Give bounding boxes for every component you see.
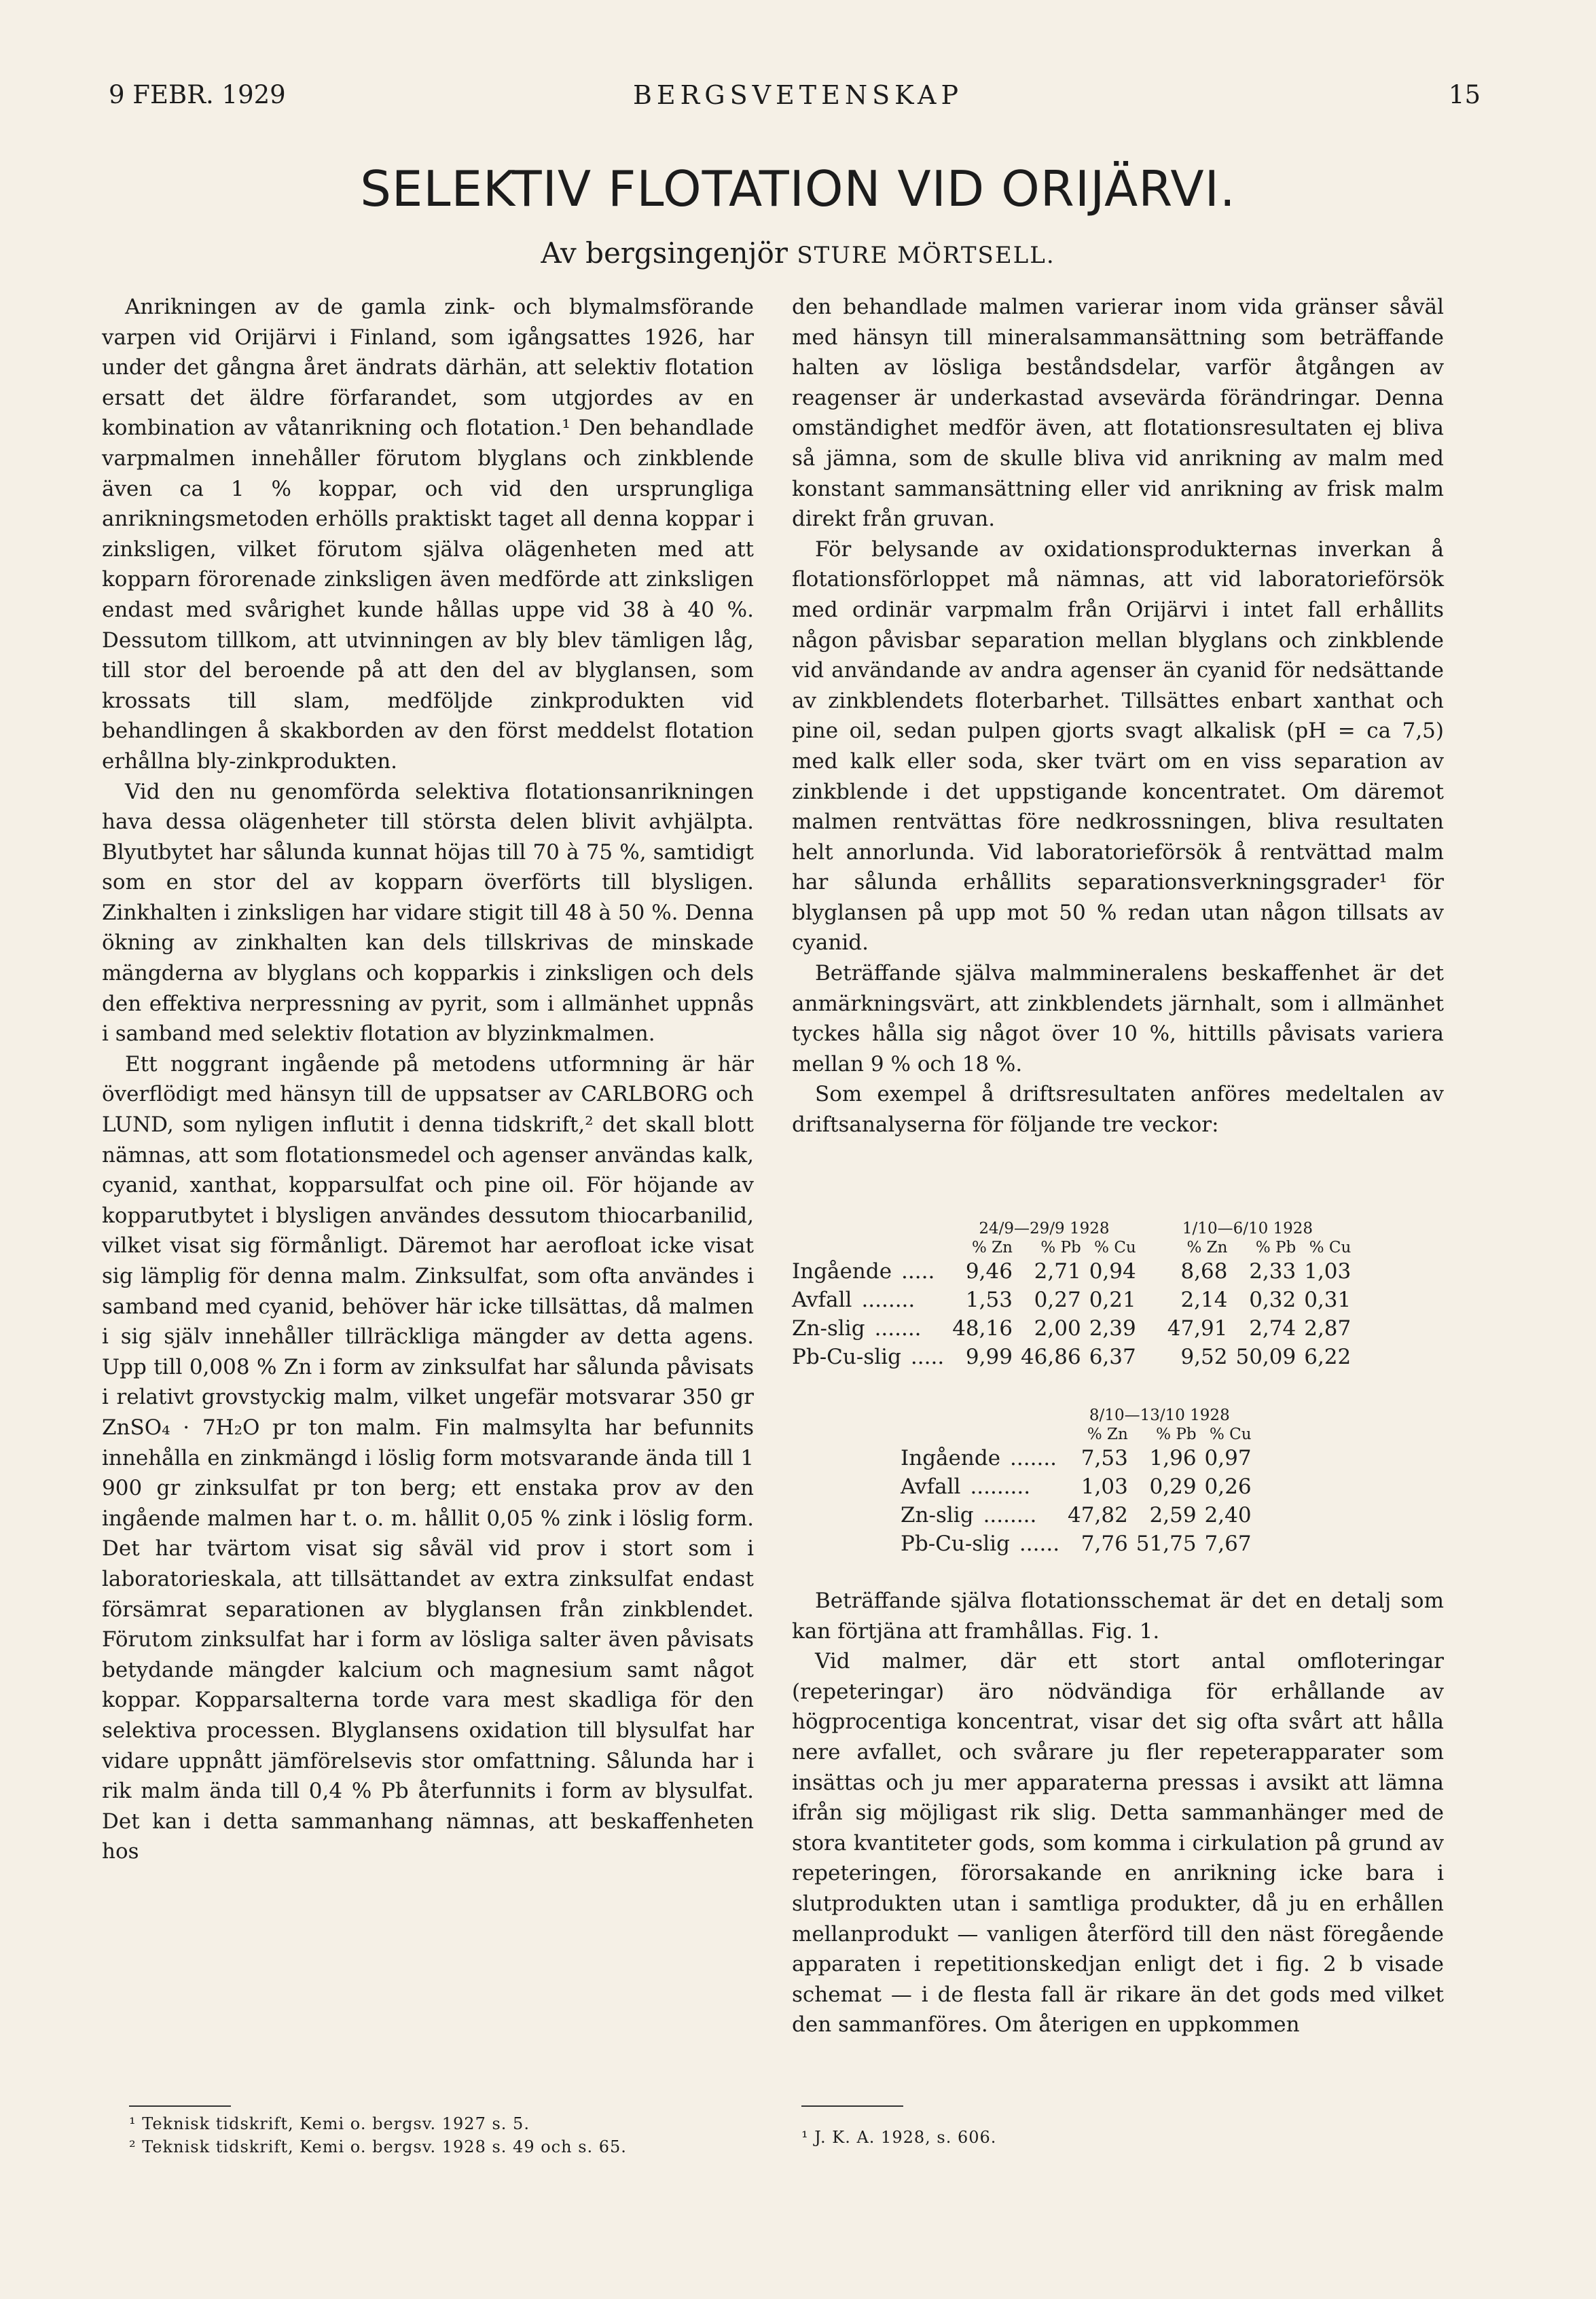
results-table-1 [788,1219,1355,1371]
table-cell: 2,39 [1089,1316,1136,1341]
table-cell: 6,37 [1089,1345,1136,1369]
row-label-text: Ingående [792,1259,892,1284]
leader-dots: ..... [901,1259,935,1284]
paragraph: Som exempel å driftsresultaten anföres medeltalen av driftsanalyserna för följande tre veckor: [792,1082,1444,1138]
footnote-rule [129,2105,231,2107]
period-header: 8/10—13/10 1928 [1089,1407,1230,1424]
table-cell: 1,96 [1149,1446,1197,1470]
row-label [788,1257,948,1286]
footnotes-right [801,2126,996,2149]
unit-header: % Cu [1094,1239,1136,1256]
unit-header: % Zn [971,1239,1013,1256]
paragraph: Anrikningen av de gamla zink- och blymalmsförande varpen vid Orijärvi i Finland, som igångsattes 1926, har under det gångna året ändrats därhän, att selektiv flotation ersatt det äldre förfarandet, som utgjordes av en kombination av våtanrikning och flotation.¹ Den behandlade varpmalmen innehåller förutom blyglans och zinkblende även ca 1 % koppar, och vid den ursprungliga anrikningsmetoden erhölls praktiskt taget all denna koppar i zinksligen, vilket förutom själva olägenheten med att kopparn förorenade zinksligen även medförde att zinksligen endast med svårighet kunde hållas uppe vid 38 à 40 %. Dessutom tillkom, att utvinningen av bly blev tämligen låg, till stor del beroende på att den del av blyglansen, som krossats till slam, medföljde zinkprodukten vid behandlingen å skakborden av den först meddelst flotation erhållna bly-zinkprodukten. [102,295,754,774]
row-label-text: Avfall [901,1474,961,1499]
table-cell: 7,53 [1081,1446,1128,1470]
leader-dots: ......... [970,1474,1031,1499]
left-column [102,292,754,1867]
table-cell: 2,14 [1180,1288,1228,1312]
leader-dots: ...... [1019,1532,1060,1556]
leader-dots: ..... [910,1345,945,1369]
unit-header: % Pb [1040,1239,1081,1256]
paragraph: Ett noggrant ingående på metodens utformning är här överflödigt med hänsyn till de uppsatser av CARLBORG och LUND, som nyligen influtit i denna tidskrift,² det skall blott nämnas, att som flotationsmedel och agenser användas kalk, cyanid, xanthat, kopparsulfat och pine oil. För höjande av kopparutbytet i blysligen användes dessutom thiocarbanilid, vilket visat sig förmånligt. Däremot har aerofloat icke visat sig lämplig för denna malm. Zinksulfat, som ofta användes i samband med cyanid, behöver här icke tillsättas, då malmen i sig själv innehåller tillräckliga mängder av detta agens. Upp till 0,008 % Zn i form av zinksulfat har sålunda påvisats i relativt grovstyckig malm, vilket ungefär motsvarar 350 gr ZnSO₄ · 7H₂O pr ton malm. Fin malmsylta har befunnits innehålla en zinkmängd i löslig form motsvarande ända till 1 900 gr zinksulfat pr ton berg; ett enstaka prov av den ingående malmen har t. o. m. hållit 0,05 % zink i löslig form. Det har tvärtom visat sig såväl vid prov i stort som i laboratorieskala, att tillsättandet av extra zinksulfat endast försämrat separationen av blyglansen från zinkblendet. Förutom zinksulfat har i form av lösliga salter även påvisats betydande mängder kalcium och magnesium samt något koppar. Kopparsalterna torde vara mest skadliga för den selektiva processen. Blyglansens oxidation till blysulfat har vidare uppnått jämförelsevis stor omfattning. Sålunda har i rik malm ända till 0,4 % Pb återfunnits i form av blysulfat. Det kan i detta sammanhang nämnas, att beskaffenheten hos [102,1051,754,1864]
row-label-text: Ingående [901,1446,1001,1470]
footnote: ² Teknisk tidskrift, Kemi o. bergsv. 1928 s. 49 och s. 65. [129,2137,627,2156]
row-label-text: Pb-Cu-slig [901,1532,1010,1556]
unit-header: % Zn [1186,1239,1228,1256]
table-cell: 1,03 [1081,1474,1128,1499]
leader-dots: ........ [861,1288,915,1312]
table-cell: 47,82 [1068,1503,1128,1527]
table-cell: 2,71 [1034,1259,1081,1284]
table-cell: 48,16 [952,1316,1013,1341]
table-cell: 0,97 [1204,1446,1252,1470]
row-label [788,1286,948,1314]
byline [0,236,1596,270]
table-cell: 9,46 [965,1259,1013,1284]
table-cell: 1,53 [965,1288,1013,1312]
table-cell: 50,09 [1235,1345,1296,1369]
table-cell: 0,21 [1089,1288,1136,1312]
period-header: 24/9—29/9 1928 [979,1220,1110,1237]
table-row [788,1257,1355,1286]
table-cell: 6,22 [1304,1345,1352,1369]
unit-header: % Zn [1087,1426,1128,1443]
leader-dots: ....... [874,1316,922,1341]
footnote: ¹ J. K. A. 1928, s. 606. [801,2128,997,2147]
unit-header: % Cu [1210,1426,1252,1443]
table-row [788,1314,1355,1343]
row-label-text: Zn-slig [792,1316,865,1341]
paragraph: Vid malmer, där ett stort antal omfloteringar (repeteringar) äro nödvändiga för erhållande av högprocentiga koncentrat, visar det sig ofta svårt att hålla nere avfallet, och svårare ju fler repeterapparater som insättas och ju mer apparaterna pressas i avsikt att lämna ifrån sig möjligast rik slig. Detta sammanhänger med de stora kvantiteter gods, som komma i cirkulation på grund av repeteringen, förorsakande en anrikning icke bara i slutprodukten utan i samtliga produkter, då ju en erhållen mellanprodukt — vanligen återförd till den näst föregående apparaten i repetitionskedjan enligt det i fig. 2 b visade schemat — i de flesta fall är rikare än det gods med vilket den sammanföres. Om återigen en uppkommen [792,1649,1444,2038]
results-table-2 [896,1406,1256,1558]
page-number: 15 [1448,80,1481,109]
row-label [896,1444,1064,1472]
row-label-text: Avfall [792,1288,852,1312]
table-cell: 0,29 [1149,1474,1197,1499]
table-cell: 2,87 [1304,1316,1352,1341]
leader-dots: ....... [1010,1446,1057,1470]
footnotes-left [129,2112,627,2158]
table-cell: 0,27 [1034,1288,1081,1312]
paragraph: Vid den nu genomförda selektiva flotationsanrikningen hava dessa olägenheter till största delen blivit avhjälpta. Blyutbytet har sålunda kunnat höjas till 70 à 75 %, samtidigt som en stor del av kopparn överförts till blysligen. Zinkhalten i zinksligen har vidare stigit till 48 à 50 %. Denna ökning av zinkhalten kan dels tillskrivas de minskade mängderna av blyglans och kopparkis i zinksligen och dels den effektiva nerpressning av pyrit, som i allmänhet uppnås i samband med selektiv flotation av blyzinkmalmen. [102,779,754,1047]
leader-dots: ........ [983,1503,1037,1527]
right-column-top [792,292,1444,1140]
right-column-bottom [792,1586,1444,2040]
row-label-text: Pb-Cu-slig [792,1345,901,1369]
footnote-rule [801,2105,903,2107]
unit-header: % Pb [1255,1239,1296,1256]
table-cell: 2,40 [1204,1503,1252,1527]
paragraph: den behandlade malmen varierar inom vida gränser såväl med hänsyn till mineralsammansättning som beträffande halten av lösliga beståndsdelar, varför åtgången av reagenser är underkastad avsevärda förändringar. Denna omständighet medför även, att flotationsresultaten ej bliva så jämna, som de skulle bliva vid anrikning av malm med konstant sammansättning eller vid anrikning av frisk malm direkt från gruvan. [792,295,1444,532]
table-cell: 46,86 [1020,1345,1081,1369]
table-row [788,1343,1355,1371]
row-label [788,1343,948,1371]
table-cell: 2,74 [1249,1316,1296,1341]
journal-name: BERGSVETENSKAP [632,80,964,110]
table-row [896,1501,1256,1529]
row-label [896,1529,1064,1558]
row-label-text: Zn-slig [901,1503,974,1527]
table-cell: 51,75 [1136,1532,1197,1556]
table-cell: 9,99 [965,1345,1013,1369]
table-cell: 2,33 [1249,1259,1296,1284]
table-cell: 9,52 [1180,1345,1228,1369]
table-row [896,1529,1256,1558]
table-cell: 7,67 [1204,1532,1252,1556]
table-cell: 0,94 [1089,1259,1136,1284]
paragraph: Beträffande själva malmmineralens beskaffenhet är det anmärkningsvärt, att zinkblendets järnhalt, som i allmänhet tyckes hålla sig något över 10 %, hittills påvisats variera mellan 9 % och 18 %. [792,961,1444,1076]
table-cell: 0,26 [1204,1474,1252,1499]
footnote: ¹ Teknisk tidskrift, Kemi o. bergsv. 1927 s. 5. [129,2114,530,2133]
table-cell: 2,00 [1034,1316,1081,1341]
author-name: STURE MÖRTSELL. [797,242,1055,269]
table-cell: 2,59 [1149,1503,1197,1527]
table-cell: 47,91 [1167,1316,1228,1341]
table-row [896,1472,1256,1501]
unit-header: % Pb [1156,1426,1197,1443]
unit-header: % Cu [1309,1239,1352,1256]
table-cell: 1,03 [1304,1259,1352,1284]
row-label [896,1472,1064,1501]
table-cell: 7,76 [1081,1532,1128,1556]
paragraph: För belysande av oxidationsprodukternas inverkan å flotationsförloppet må nämnas, att vid laboratorieförsök med ordinär varpmalm från Orijärvi i intet fall erhållits någon påvisbar separation mellan blyglans och zinkblende vid användande av andra agenser än cyanid för nedsättande av zinkblendets floterbarhet. Tillsättes enbart xanthat och pine oil, sedan pulpen gjorts svagt alkalisk (pH = ca 7,5) med kalk eller soda, sker tvärt om en viss separation av zinkblende i det uppstigande koncentratet. Om däremot malmen rentvättas före nedkrossningen, bliva resultaten helt annorlunda. Vid laboratorieförsök å rentvättad malm har sålunda erhållits separationsverkningsgrader¹ för blyglansen på upp mot 50 % redan utan någon tillsats av cyanid. [792,537,1444,956]
table-row [788,1286,1355,1314]
row-label [788,1314,948,1343]
period-header: 1/10—6/10 1928 [1182,1220,1313,1237]
row-label [896,1501,1064,1529]
table-cell: 8,68 [1180,1259,1228,1284]
paragraph: Beträffande själva flotationsschemat är det en detalj som kan förtjäna att framhållas. Fig. 1. [792,1589,1444,1644]
table-cell: 0,32 [1249,1288,1296,1312]
byline-prefix: Av bergsingenjör [541,236,788,270]
header-date: 9 FEBR. 1929 [109,80,286,109]
table-cell: 0,31 [1304,1288,1352,1312]
article-title: SELEKTIV FLOTATION VID ORIJÄRVI. [360,160,1236,217]
table-row [896,1444,1256,1472]
